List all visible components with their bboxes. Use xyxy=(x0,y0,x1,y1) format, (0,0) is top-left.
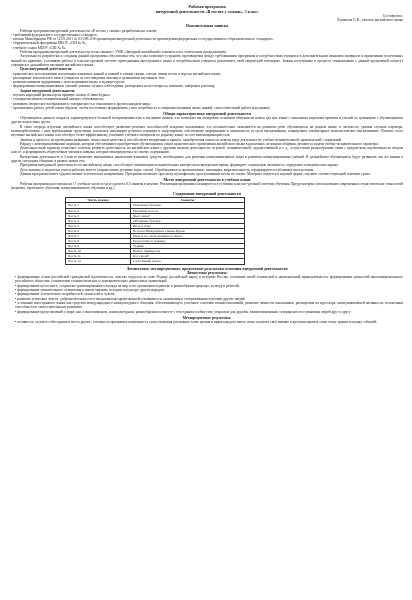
section-heading-curriculum-place: Место внеурочной деятельности в учебном плане xyxy=(163,177,251,182)
table-cell: Встреча Иванушки и Сивки-Бурки xyxy=(131,228,245,233)
table-cell: Кто герой? xyxy=(131,254,245,259)
table-cell: Увлечение братьев xyxy=(131,203,245,208)
result-item: • формирование эстетических потребностей, ценностей и чувств; xyxy=(15,292,116,297)
meta-results-heading: Метапредметные результаты: xyxy=(182,315,232,320)
task-item: - изучить народный фольклор на примере сказки «Сивка-Бурка»; xyxy=(11,93,111,98)
table-cell: Часть 10 xyxy=(66,249,131,254)
result-item: • формирование основ российской гражданской идентичности, чувства гордости за свою Родину, российский народ и историю России, осознание своей этнической и национальной принадлежности; формирование ценностей многонационального российского общества; становление гуманистических и демократических ценностных ориентаций; xyxy=(15,275,403,284)
goal-item: - развитие навыков аудирования с использованием видео и аудиоресурсов; xyxy=(11,80,126,85)
task-item: - усовершенствовать познавательный интерес обучающихся; xyxy=(11,97,105,102)
body-paragraph: Дети активно и творчески учатся работать вместе (хорове пение, ролевые игры, стихи). Отрабатываются произношение, интонация, выразительность и формируются публичные выступления. xyxy=(20,167,315,172)
table-cell: Часть 9 xyxy=(66,244,131,249)
column-header: Сюжеты xyxy=(131,198,245,203)
tasks-heading: Задачи внеурочной деятельности: xyxy=(20,88,76,93)
basis-item: - письма Минобрнауки РФ от 12.05.2011 № 03-296 «Об организации внеурочной деятельности при введении федерального государственного образовательного стандарта», xyxy=(11,37,274,42)
result-item: • развитие этических чувств, доброжелательности и эмоционально-нравственной отзывчивости, понимания и сопереживания чувствам других людей; xyxy=(15,296,246,301)
body-paragraph: Программа внеурочной деятельности по английскому языку способствует активизации познавательных интересов во внеурочное время, формирует социальную активность, определяет поведенческие нормы. xyxy=(20,163,339,168)
intro-paragraph: Рабочая программа внеурочной деятельности «В гостях у сказки» разработана на основе: xyxy=(20,28,158,33)
table-cell: Часть 4 xyxy=(66,218,131,223)
body-paragraph: Занятия и процессе их проведения развивают личностные качества и способствуют вторжению в процесс приобретения опыта по новому виду деятельности: учебно-познавательной, практической, социальной. xyxy=(20,137,343,142)
table-row xyxy=(66,259,245,264)
task-item: - организовать работу детей таким образом, чтобы постепенно формировать у них потребность в совершенствовании своих знаний, самостоятельной работе над языком. xyxy=(11,105,271,110)
goal-item: - практическое использование полученных языковых знаний и умений в чтении сказки, стихов, пении песен и игре на английском языке; xyxy=(11,71,222,76)
table-cell: Турнир xyxy=(131,244,245,249)
table-cell: Часть 7 xyxy=(66,234,131,239)
table-cell: Часть 6 xyxy=(66,228,131,233)
table-cell: Ночь в поле xyxy=(131,223,245,228)
body-paragraph: В свою очередь изучение английского языка способствует развитию речевых способностей младших школьников, что положительно сказывается на развитии речи обучающихся на родном языке, в частности, умения слушать партнера, взаимодействовать с ним вербальными средствами, различать интонацию речевого партнера и моделировать собственную информацию в зависимости от цели высказывания, планировать элементарное монологическое высказывание. Помимо этого изучение английского языка способствует более эффективному усвоению учебного материала по родному языку за счет интенсификации слов. xyxy=(11,124,403,138)
result-item: • осознание иностранного языка как средства международного межкультурного общения, обеспечивающего успешное освоение взаимоотношений, развитие личности школьников, расширение их кругозора, коммуникативной активности, воспитания способности к самостоятельному развитию. xyxy=(15,300,403,310)
table-cell: Пшеничное поле xyxy=(131,208,245,213)
body-paragraph: Деятельностный характер позволяет сочетать речевую деятельность на английском языке с другими видами деятельности: игровой, познавательной, художественной и т. д., осуществляя разнообразные связи с предметами, изучаемыми во втором классе, и формировать общеучебные умения и навыки, которые межпредметны по своему содержанию. xyxy=(11,146,403,155)
section-heading-content: Содержание внеурочной деятельности xyxy=(173,192,241,197)
author-label: Составитель: xyxy=(382,14,403,19)
table-cell: Чьи следы? xyxy=(131,213,245,218)
title-line-2: внеурочной деятельности «В гостях у сказки», 3 класс xyxy=(155,8,259,14)
table-cell: Царь и его дочь принцесса Анна xyxy=(131,234,245,239)
table-cell: Часть 3 xyxy=(66,213,131,218)
table-cell: Часть 8 xyxy=(66,239,131,244)
table-cell: Часть 11 xyxy=(66,254,131,259)
section-heading-explanatory-note: Пояснительная записка xyxy=(185,24,229,29)
table-cell: Часть 12 xyxy=(66,259,131,264)
actuality-paragraph: Актуальность разработки и создания данной программы обусловлена тем, что она позволяет устранить противоречия между требованиями программы и потребностями учащихся в дополнительном языковом материале и применении полученных знаний на практике; условиями работы в классно-урочной системе преподавания иностранного языка и потребностями учащихся реализовать свой творческий потенциал. Знания полученные в процессе ознакомления с данной программой помогут учащимся в дальнейшем изучении английского языка. xyxy=(11,54,403,67)
result-item: • готовность слушать собеседника и вести диалог; готовность признавать возможность существования различных точек зрения и права каждого иметь свою; излагать своё мнение и аргументировать свою точку зрения и оценку событий; xyxy=(15,320,378,325)
result-item: • формирование целостного, социально ориентированного взгляда на мир в его органичном единстве и разнообразии природы, культур и религий; xyxy=(15,283,240,288)
author-name: Лукашова О.В., учитель английского языка xyxy=(336,18,403,23)
basis-item: - образовательной программы МБОУ «СШ № 8», xyxy=(11,41,87,46)
body-paragraph: Рабочая программа рассчитана на 17 учебных часов в год из расчета 0,5 занятия в неделю. Реализация программы планируется в условиях классно-урочной системы обучения. Предусмотрено использование современных педагогических технологий (игровых, проектного обучения, коммуникативного обучения и др.) xyxy=(11,181,403,191)
title-line-1: Рабочая программа xyxy=(188,4,226,9)
column-header: Часть сказки xyxy=(66,198,131,203)
section-heading-results: Личностные, метапредметные, предметные результаты освоения внеурочной деятельности xyxy=(126,266,288,271)
table-cell: Счастливый конец xyxy=(131,259,245,264)
section-heading-general-characteristics: Общая характеристика внеурочной деятельности xyxy=(163,111,251,116)
body-paragraph: Обучающиеся данного возраста характеризуются большой восприимчивостью к изучению языков, что позволяет им овладевать основами общения на новом для них языке с меньшими затратами времени и усилий по сравнению с обучающимися других возрастных групп. xyxy=(11,116,403,125)
table-cell: Часть 1 xyxy=(66,203,131,208)
umk-paragraph: Рабочая программа внеурочной деятельности тесно связана с УМК «Звездный английский» и является его логическим продолжением. xyxy=(20,50,227,55)
basis-item: - требований федерального государственного стандарта, xyxy=(11,32,98,37)
content-table xyxy=(65,197,245,264)
table-cell: Часть 2 xyxy=(66,208,131,213)
result-item: • формирование уважительного отношения к иному мнению, истории и культуре других народов; xyxy=(15,288,165,293)
body-paragraph: Внеурочная деятельность в 3 классе включает интенсивное накопление языковых средств, необходимых для решения коммуникативных задач и развития коммуникативных умений. В дальнейшем обучающиеся будут развивать эти же знания в других ситуациях общения, в рамках новых тем. xyxy=(11,154,403,163)
result-item: • формирование представлений о мире, как о многоязычном, поликультурном, разнообразном и вместе с тем едином сообществе, открытом для дружбы, взаимопонимания, толерантности и уважения людей друг к другу. xyxy=(15,309,352,314)
body-paragraph: Данная программа имеет художественно-эстетическое направление. Программа включает просмотр мультфильма, прослушивание песен по сказке. Материал подается в игровой форме, изучают соответствующий тематике урока. xyxy=(20,171,371,176)
personal-results-heading: Личностные результаты: xyxy=(186,270,228,275)
table-cell: Выбор принцессы xyxy=(131,249,245,254)
body-paragraph: Наряду с коммуникативными задачами, которые обеспечивают приобретение обучающимися опыта практического применения английского языка в различных ситуациях общения, решаются задачи учебно-познавательного характера. xyxy=(20,141,379,146)
table-cell: Обещание братьев xyxy=(131,218,245,223)
goal-item: - расширение лексического запаса учащихся за счет введения лексики и грамматики изученных тем; xyxy=(11,75,165,80)
goal-item: - формирование коммуникативных умений: умения слушать собеседника, реагировать на его вопросы, начинать, завершать разговор. xyxy=(11,84,216,89)
table-cell: Часть 5 xyxy=(66,223,131,228)
basis-item: - учебного плана МБОУ «СШ № 8». xyxy=(11,45,67,50)
document-title xyxy=(11,5,403,14)
goals-heading: Цели внеурочной деятельности: xyxy=(20,67,73,72)
table-cell: Подготовка к турниру xyxy=(131,239,245,244)
task-item: - развивать творческое воображение и толерантность в отношении к другим народам мира; xyxy=(11,101,151,106)
